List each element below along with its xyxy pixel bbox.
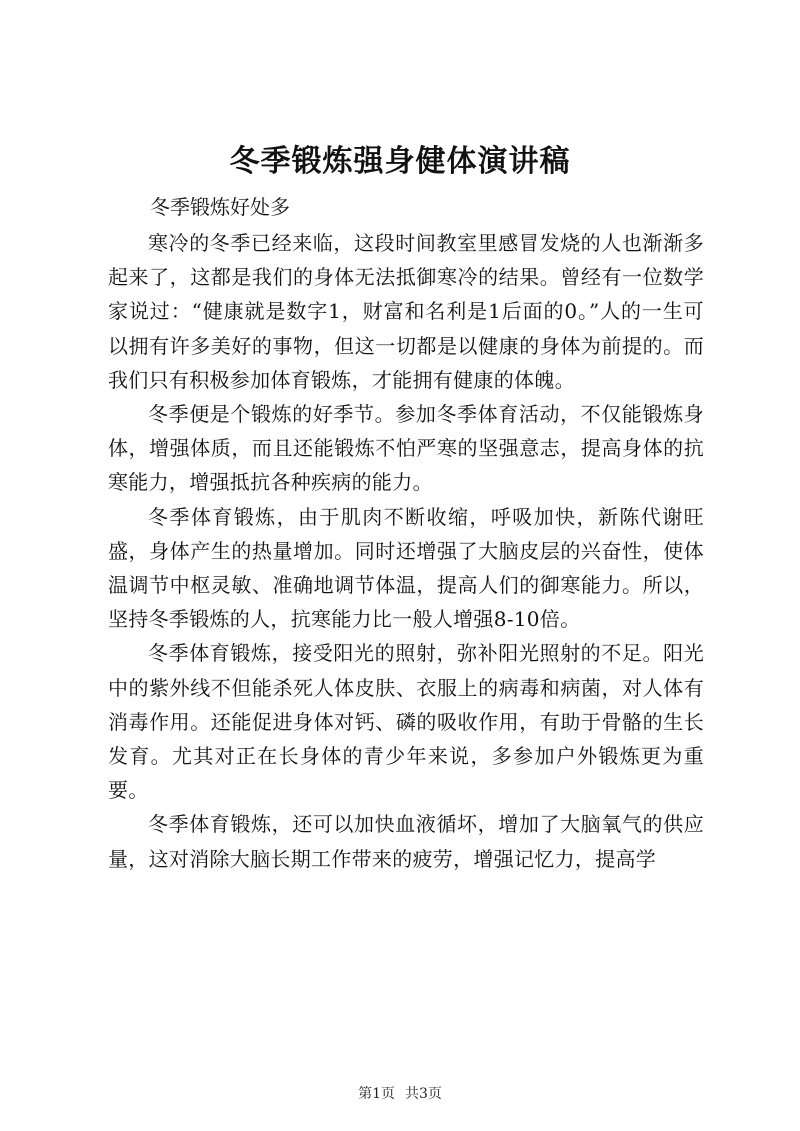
page-number: 第1页 [358, 1086, 395, 1102]
paragraph-4: 冬季体育锻炼，接受阳光的照射，弥补阳光照射的不足。阳光中的紫外线不但能杀死人体皮肤、衣服上的病毒和病菌，对人体有消毒作用。还能促进身体对钙、磷的吸收作用，有助于骨骼的生长发育。尤其对正在长身体的青少年来说，多参加户外锻炼更为重要。 [108, 641, 704, 803]
paragraph-5: 冬季体育锻炼，还可以加快血液循坏，增加了大脑氧气的供应量，这对消除大脑长期工作带来的疲劳，增强记忆力，提高学 [108, 812, 704, 871]
document-body [108, 226, 704, 876]
paragraph-3: 冬季体育锻炼，由于肌肉不断收缩，呼吸加快，新陈代谢旺盛，身体产生的热量增加。同时还增强了大脑皮层的兴奋性，使体温调节中枢灵敏、准确地调节体温，提高人们的御寒能力。所以，坚持冬季锻炼的人，抗寒能力比一般人增强8-10倍。 [108, 504, 704, 632]
paragraph-2: 冬季便是个锻炼的好季节。参加冬季体育活动，不仅能锻炼身体，增强体质，而且还能锻炼不怕严寒的坚强意志，提高身体的抗寒能力，增强抵抗各种疾病的能力。 [108, 402, 704, 495]
page-total: 共3页 [405, 1086, 442, 1102]
document-title: 冬季锻炼强身健体演讲稿 [229, 144, 571, 179]
paragraph-1: 寒冷的冬季已经来临，这段时间教室里感冒发烧的人也渐渐多起来了，这都是我们的身体无法抵御寒冷的结果。曾经有一位数学家说过：“健康就是数字1，财富和名利是1后面的0。”人的一生可以拥有许多美好的事物，但这一切都是以健康的身体为前提的。而我们只有积极参加体育锻炼，才能拥有健康的体魄。 [108, 231, 704, 392]
document-subtitle: 冬季锻炼好处多 [150, 195, 290, 219]
page-footer [0, 1084, 800, 1104]
